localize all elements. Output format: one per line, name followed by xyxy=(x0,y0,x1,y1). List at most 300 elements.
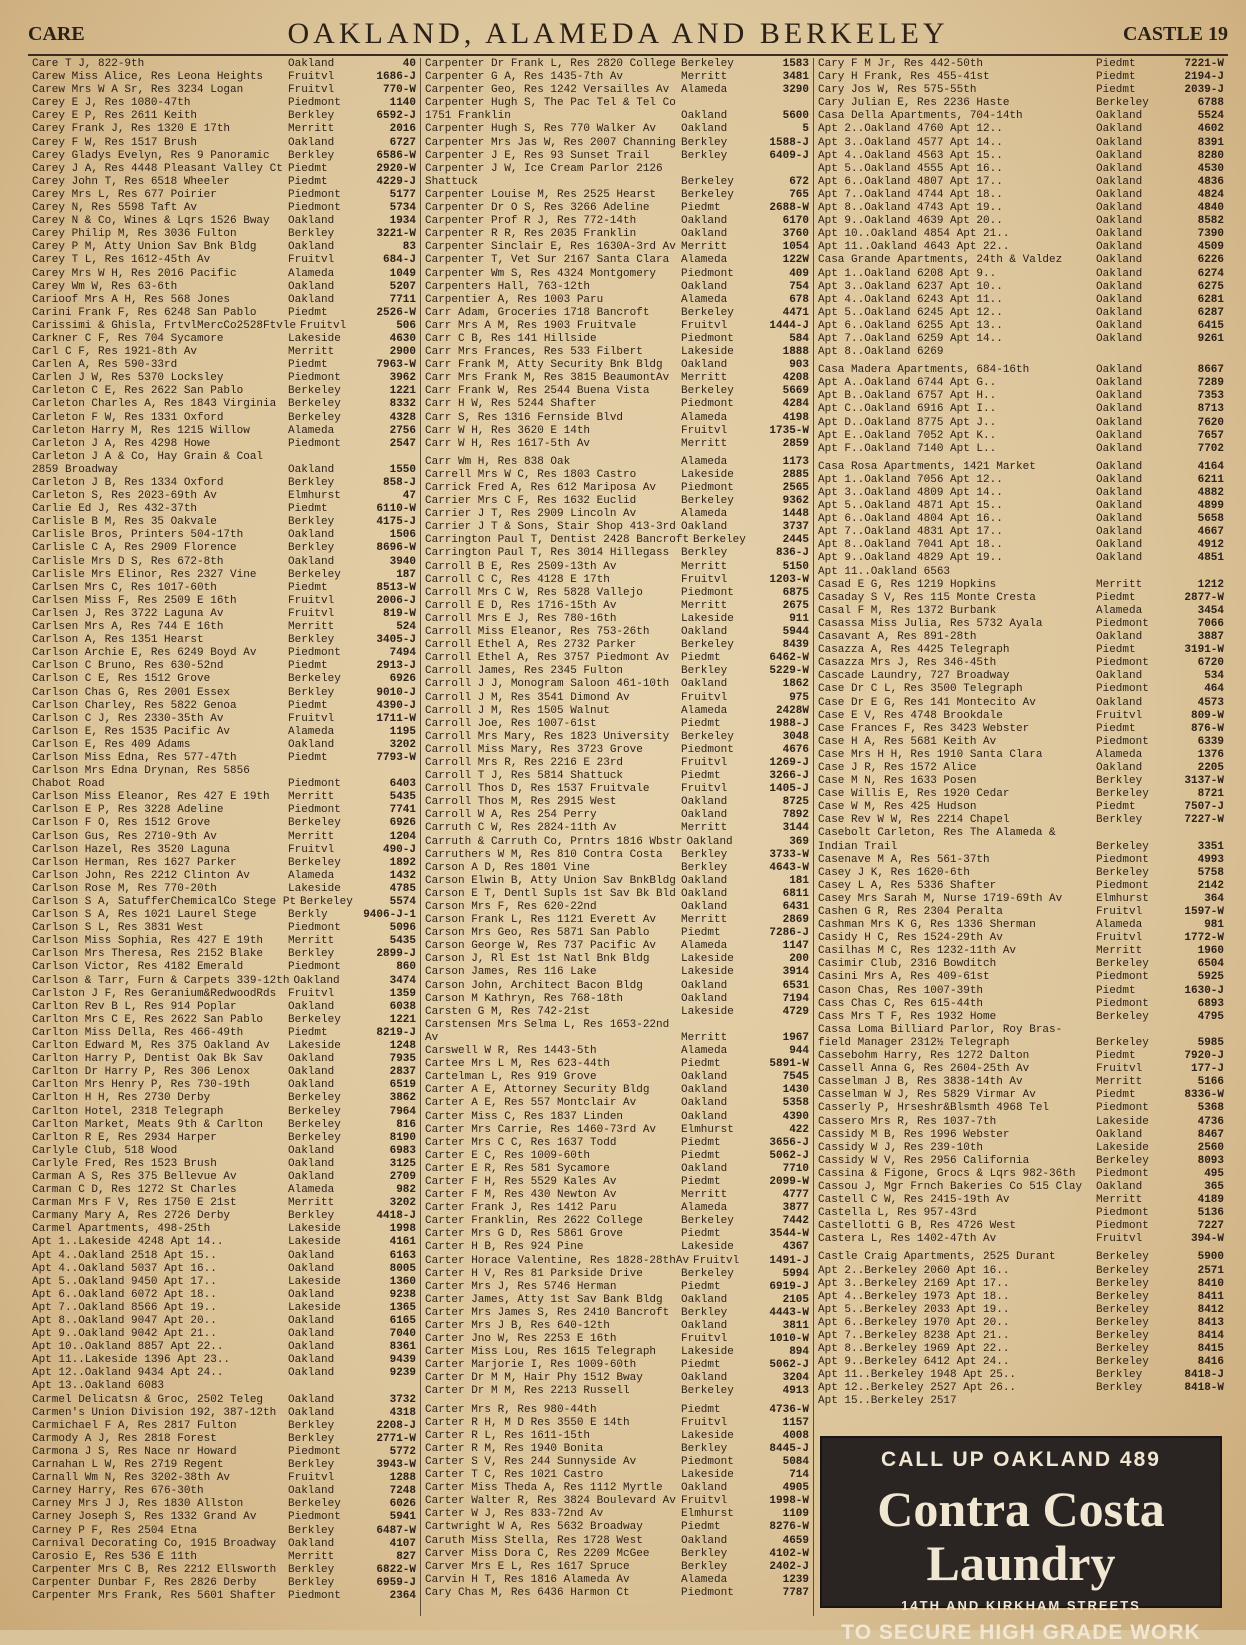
listing-exchange: Piedmt xyxy=(288,660,328,673)
listing-row xyxy=(818,137,1224,150)
listing-exchange: Oakland xyxy=(288,1393,335,1406)
ad-line-3: 14TH AND KIRKHAM STREETS xyxy=(901,1598,1141,1613)
listing-name: Cartelman L, Res 919 Grove xyxy=(425,1071,597,1084)
listing-name: Carpenter Mrs Jas W, Res 2007 Channing xyxy=(425,136,676,149)
listing-row xyxy=(818,320,1224,333)
listing-exchange: Oakland xyxy=(288,463,335,476)
listing-number: 4175-J xyxy=(376,516,416,529)
listing-row xyxy=(32,687,416,700)
listing-number: 8190 xyxy=(389,1131,416,1144)
listing-exchange: Oakland xyxy=(1096,390,1143,403)
listing-row xyxy=(818,500,1224,513)
listing-name: Carroll James, Res 2345 Fulton xyxy=(425,665,624,678)
listing-name: Castle Craig Apartments, 2525 Durant xyxy=(818,1251,1056,1264)
listing-name: Carlson Miss Edna, Res 577-47th xyxy=(32,751,237,764)
listing-name: Apt 7..Oakland 8566 Apt 19.. xyxy=(32,1301,217,1314)
listing-row xyxy=(425,71,809,84)
listing-name: Cassidy M B, Res 1996 Webster xyxy=(818,1128,1010,1141)
listing-exchange: Oakland xyxy=(288,1485,335,1498)
listing-name: Carnahan L W, Res 2719 Regent xyxy=(32,1459,224,1472)
listing-row xyxy=(32,975,416,988)
listing-name: Casserly P, Hrseshr&Blsmth 4968 Tel xyxy=(818,1102,1050,1115)
listing-number: 5941 xyxy=(389,1511,416,1524)
listing-name: Carman A S, Res 375 Bellevue Av xyxy=(32,1170,237,1183)
listing-row xyxy=(425,1111,809,1124)
listing-name: Carter R H, M D Res 3550 E 14th xyxy=(425,1416,630,1429)
listing-number: 6274 xyxy=(1197,267,1224,280)
listing-number: 369 xyxy=(789,835,809,848)
listing-name: Carlson F O, Res 1512 Grove xyxy=(32,817,211,830)
listing-row xyxy=(818,618,1224,631)
listing-number: 4602 xyxy=(1197,123,1224,136)
listing-number: 7507-J xyxy=(1184,801,1224,814)
listing-name: Carey Philip M, Res 3036 Fulton xyxy=(32,228,237,241)
listing-exchange: Merritt xyxy=(1096,578,1143,591)
listing-number: 7248 xyxy=(389,1485,416,1498)
listing-exchange: Berkley xyxy=(681,665,728,678)
listing-row xyxy=(818,1330,1224,1343)
listing-row xyxy=(425,1084,809,1097)
listing-exchange xyxy=(677,163,751,176)
listing-number: 7963-W xyxy=(376,359,416,372)
listing-row xyxy=(32,1171,416,1184)
listing-exchange: Piedmont xyxy=(288,922,341,935)
listing-exchange: Piedmont xyxy=(681,398,734,411)
listing-exchange: Oakland xyxy=(288,1157,335,1170)
listing-exchange: Berkley xyxy=(681,1306,728,1319)
listing-exchange: Piedmont xyxy=(1096,735,1149,748)
listing-name: Case E V, Res 4748 Brookdale xyxy=(818,709,1003,722)
listing-number: 5524 xyxy=(1197,110,1224,123)
listing-name: Carter Mrs R, Res 980-44th xyxy=(425,1403,597,1416)
listing-number: 982 xyxy=(396,1184,416,1197)
listing-exchange: Fruitvl xyxy=(681,1495,728,1508)
listing-number: 1960 xyxy=(1197,945,1224,958)
listing-row xyxy=(818,539,1224,552)
listing-name: Av xyxy=(425,1031,439,1044)
listing-exchange: Oakland xyxy=(1096,110,1143,123)
listing-row xyxy=(425,521,809,534)
listing-row xyxy=(425,1320,809,1333)
listing-row xyxy=(425,678,809,691)
listing-number: 6211 xyxy=(1197,473,1224,486)
listing-row xyxy=(32,1066,416,1079)
listing-exchange xyxy=(284,1380,358,1393)
listing-row xyxy=(818,1207,1224,1220)
listing-row xyxy=(818,1343,1224,1356)
listing-exchange xyxy=(1092,566,1166,579)
listing-row xyxy=(425,836,809,849)
listing-exchange: Merritt xyxy=(1096,1194,1143,1207)
listing-row xyxy=(32,556,416,569)
listing-name: Carney Mrs J J, Res 1830 Allston xyxy=(32,1498,244,1511)
listing-exchange: Berkeley xyxy=(681,1385,734,1398)
listing-name: Carter Dr M M, Res 2213 Russell xyxy=(425,1385,630,1398)
listing-name: Carr Mrs Frank M, Res 3815 BeaumontAv xyxy=(425,372,670,385)
listing-row xyxy=(425,495,809,508)
listing-name: Carter H B, Res 924 Pine xyxy=(425,1241,584,1254)
listing-exchange: Lakeside xyxy=(288,1275,341,1288)
listing-row xyxy=(32,1014,416,1027)
header-title: OAKLAND, ALAMEDA AND BERKELEY xyxy=(287,17,949,50)
listing-name: Apt 1..Oakland 6208 Apt 9.. xyxy=(818,267,997,280)
listing-exchange: Berkley xyxy=(1096,1382,1143,1395)
listing-row xyxy=(32,346,416,359)
listing-exchange: Piedmt xyxy=(288,1026,328,1039)
listing-exchange: Oakland xyxy=(288,1249,335,1262)
listing-name: Carlton Miss Della, Res 466-49th xyxy=(32,1026,244,1039)
listing-exchange: Berkeley xyxy=(681,58,734,70)
listing-name: Casey L A, Res 5336 Shafter xyxy=(818,879,997,892)
listing-exchange: Oakland xyxy=(681,280,728,293)
listing-exchange: Oakland xyxy=(1096,761,1143,774)
listing-number: 2688-W xyxy=(769,202,809,215)
listing-number: 5985 xyxy=(1197,1036,1224,1049)
listing-name: Carlson Mrs Theresa, Res 2152 Blake xyxy=(32,948,264,961)
listing-number: 2675 xyxy=(782,599,809,612)
listing-row xyxy=(818,417,1224,430)
listing-number: 3760 xyxy=(782,228,809,241)
listing-row xyxy=(32,1551,416,1564)
listing-row xyxy=(818,710,1224,723)
listing-number: 1597-W xyxy=(1184,906,1224,918)
listing-row xyxy=(32,477,416,490)
listing-name: Carey Wm W, Res 63-6th xyxy=(32,280,178,293)
listing-name: Case M N, Res 1633 Posen xyxy=(818,775,977,788)
listing-number: 911 xyxy=(789,612,809,625)
listing-number: 4736-W xyxy=(769,1403,809,1416)
listing-name: Carter Miss Lou, Res 1615 Telegraph xyxy=(425,1346,657,1359)
listing-name: Cass Chas C, Res 615-44th xyxy=(818,997,984,1010)
listing-number: 5734 xyxy=(389,202,416,215)
listing-exchange: Berkley xyxy=(288,110,335,123)
listing-name: Carpenter Dunbar F, Res 2826 Derby xyxy=(32,1576,257,1589)
listing-number: 8336-W xyxy=(1184,1089,1224,1102)
listing-exchange: Oakland xyxy=(681,1071,728,1084)
listing-row xyxy=(818,281,1224,294)
listing-number: 3202 xyxy=(389,1197,416,1210)
listing-exchange: Berkeley xyxy=(681,188,734,201)
listing-number: 3144 xyxy=(782,822,809,835)
listing-row xyxy=(425,372,809,385)
listing-number: 2709 xyxy=(389,1170,416,1183)
listing-exchange: Oakland xyxy=(288,293,335,306)
listing-name: Carter A E, Attorney Security Bldg xyxy=(425,1084,650,1097)
listing-number: 6959-J xyxy=(376,1576,416,1589)
listing-row xyxy=(818,906,1224,919)
listing-name: Casad E G, Res 1219 Hopkins xyxy=(818,578,997,591)
listing-number: 5096 xyxy=(389,922,416,935)
listing-exchange: Piedmt xyxy=(681,202,721,215)
listing-exchange: Berkley xyxy=(681,149,728,162)
listing-name: Carroll Joe, Res 1007-61st xyxy=(425,717,597,730)
listing-exchange: Oakland xyxy=(288,1262,335,1275)
listing-row xyxy=(818,697,1224,710)
listing-number: 672 xyxy=(789,175,809,188)
listing-row xyxy=(425,307,809,320)
listing-number: 4107 xyxy=(389,1537,416,1550)
listing-number: 4418-J xyxy=(376,1210,416,1223)
listing-name: Apt 8..Oakland 4743 Apt 19.. xyxy=(818,202,1003,215)
listing-exchange: Oakland xyxy=(681,228,728,241)
listing-name: Carter Frank J, Res 1412 Paru xyxy=(425,1202,617,1215)
listing-exchange: Oakland xyxy=(1096,1128,1143,1141)
listing-row xyxy=(425,1058,809,1071)
listing-exchange xyxy=(284,765,358,778)
listing-exchange: Piedmont xyxy=(288,202,341,215)
listing-number: 1212 xyxy=(1197,578,1224,591)
listing-exchange: Oakland xyxy=(1096,460,1143,473)
listing-number: 6110-W xyxy=(376,503,416,516)
listing-row xyxy=(818,97,1224,110)
listing-number: 1140 xyxy=(389,97,416,110)
listing-exchange: Oakland xyxy=(681,1084,728,1097)
listing-number: 1998 xyxy=(389,1223,416,1236)
listing-name: Case H A, Res 5681 Keith Av xyxy=(818,735,997,748)
listing-name: Carlson Mrs Edna Drynan, Res 5856 xyxy=(32,765,250,778)
listing-name: Carlsen Miss F, Res 2509 E 16th xyxy=(32,594,237,607)
listing-exchange: Fruitvl xyxy=(288,843,335,856)
listing-exchange: Berkley xyxy=(1096,775,1143,788)
listing-row xyxy=(32,254,416,267)
listing-row xyxy=(818,945,1224,958)
listing-name: Apt 4..Oakland 6243 Apt 11.. xyxy=(818,293,1003,306)
listing-name: Carlsen Mrs A, Res 744 E 16th xyxy=(32,621,224,634)
listing-name: Carr W H, Res 3620 E 14th xyxy=(425,424,591,437)
listing-row xyxy=(425,482,809,495)
listing-exchange: Lakeside xyxy=(288,1236,341,1249)
listing-number: 1430 xyxy=(782,1084,809,1097)
listing-name: Carter R M, Res 1940 Bonita xyxy=(425,1442,604,1455)
listing-name: Apt 11..Lakeside 1396 Apt 23.. xyxy=(32,1354,231,1367)
listing-name: Carroll J M, Res 3541 Dimond Av xyxy=(425,691,630,704)
listing-name: Cascade Laundry, 727 Broadway xyxy=(818,670,1010,683)
listing-number: 8410 xyxy=(1197,1277,1224,1290)
listing-name: Carleton F W, Res 1331 Oxford xyxy=(32,411,224,424)
listing-number: 6163 xyxy=(389,1249,416,1262)
listing-exchange: Oakland xyxy=(1096,377,1143,390)
listing-exchange: Piedmont xyxy=(288,1589,341,1602)
listing-exchange: Alameda xyxy=(288,1184,335,1197)
listing-row xyxy=(32,398,416,411)
listing-exchange: Oakland xyxy=(681,1372,728,1385)
listing-number: 4008 xyxy=(782,1429,809,1442)
listing-exchange: Berkley xyxy=(681,1547,728,1560)
listing-name: Carlson Charley, Res 5822 Genoa xyxy=(32,699,237,712)
listing-number: 2756 xyxy=(389,424,416,437)
listing-number: 2913-J xyxy=(376,660,416,673)
listing-name: Carlton Market, Meats 9th & Carlton xyxy=(32,1118,264,1131)
listing-number: 40 xyxy=(402,58,416,70)
column-3 xyxy=(814,58,1228,1644)
listing-number: 1550 xyxy=(389,463,416,476)
listing-number: 4795 xyxy=(1197,1010,1224,1023)
listing-name: Carleton Charles A, Res 1843 Virginia xyxy=(32,398,277,411)
listing-name: Apt 13..Oakland 6083 xyxy=(32,1380,165,1393)
listing-name: Apt 7..Berkeley 8238 Apt 21.. xyxy=(818,1330,1010,1342)
listing-number: 584 xyxy=(789,332,809,345)
listing-number: 4390-J xyxy=(376,699,416,712)
listing-exchange: Fruitvl xyxy=(681,1416,728,1429)
listing-name: Carlton H H, Res 2730 Derby xyxy=(32,1092,211,1105)
listing-row xyxy=(818,1037,1224,1050)
listing-exchange: Oakland xyxy=(681,901,728,913)
listing-name: Carey John T, Res 6518 Wheeler xyxy=(32,175,231,188)
listing-name: Carlson Hazel, Res 3520 Laguna xyxy=(32,843,231,856)
listing-exchange: Lakeside xyxy=(681,1346,734,1359)
listing-name: Carlisle C A, Res 2909 Florence xyxy=(32,542,237,555)
listing-row xyxy=(425,1189,809,1202)
listing-name: Carpenter Dr Frank L, Res 2820 College xyxy=(425,58,676,70)
listing-number: 6165 xyxy=(389,1315,416,1327)
listing-row xyxy=(818,333,1224,346)
laundry-advertisement xyxy=(820,1436,1222,1644)
listing-name: Cass Mrs T F, Res 1932 Home xyxy=(818,1010,997,1023)
listing-exchange: Fruitvl xyxy=(1096,1233,1143,1246)
listing-exchange: Oakland xyxy=(1096,319,1143,332)
listing-name: Casa Madera Apartments, 684-16th xyxy=(818,364,1030,377)
listing-number: 5772 xyxy=(389,1445,416,1458)
listing-name: Carnall Wm N, Res 3202-38th Av xyxy=(32,1472,231,1485)
listing-name: Carruth C W, Res 2824-11th Av xyxy=(425,822,617,835)
listing-number: 1010-W xyxy=(769,1333,809,1346)
listing-exchange: Piedmt xyxy=(1096,644,1136,657)
listing-name: Carver Miss Dora C, Res 2209 McGee xyxy=(425,1547,650,1560)
listing-exchange: Oakland xyxy=(681,874,728,887)
listing-row xyxy=(425,1163,809,1176)
listing-name: Carlson S A, Res 1021 Laurel Stege xyxy=(32,909,257,922)
listing-exchange xyxy=(1092,1024,1166,1037)
listing-row xyxy=(32,320,416,333)
listing-row xyxy=(425,1359,809,1372)
listing-number: 7787 xyxy=(782,1586,809,1599)
listing-number: 8513-W xyxy=(376,581,416,594)
listing-row xyxy=(425,1385,809,1398)
listing-row xyxy=(818,1194,1224,1207)
listing-number: 6875 xyxy=(782,586,809,599)
listing-row xyxy=(32,1276,416,1289)
listing-row xyxy=(32,1564,416,1577)
listing-number: 770-W xyxy=(382,84,416,97)
listing-exchange: Fruitvl xyxy=(1096,709,1143,722)
listing-number: 4836 xyxy=(1197,175,1224,188)
listing-row xyxy=(425,914,809,927)
listing-exchange: Oakland xyxy=(1096,429,1143,442)
listing-number: 8418-J xyxy=(1184,1369,1224,1382)
listing-exchange: Berkeley xyxy=(1096,1356,1149,1369)
listing-number: 3191-W xyxy=(1184,644,1224,657)
listing-exchange: Alameda xyxy=(681,411,728,424)
listing-name: Carson Frank L, Res 1121 Everett Av xyxy=(425,914,657,927)
listing-number: 8713 xyxy=(1197,403,1224,416)
listing-row xyxy=(32,412,416,425)
listing-row xyxy=(818,723,1224,736)
listing-exchange: Berkley xyxy=(681,861,728,874)
listing-row xyxy=(425,1241,809,1254)
listing-row xyxy=(818,841,1224,854)
listing-number: 5994 xyxy=(782,1267,809,1280)
listing-row xyxy=(425,1255,809,1268)
listing-row xyxy=(32,1053,416,1066)
listing-row xyxy=(425,110,809,123)
listing-row xyxy=(425,901,809,914)
listing-name: Carpenter Dr O S, Res 3266 Adeline xyxy=(425,202,650,215)
listing-exchange: Berkley xyxy=(288,516,335,529)
listing-name: Carey Mrs L, Res 677 Poirier xyxy=(32,188,217,201)
listing-name: Carew Miss Alice, Res Leona Heights xyxy=(32,71,264,84)
listing-exchange: Merritt xyxy=(288,346,335,359)
listing-exchange: Berkeley xyxy=(288,1013,341,1026)
listing-number: 6462-W xyxy=(769,652,809,665)
listing-number: 7289 xyxy=(1197,377,1224,390)
listing-name: Carter Mrs James S, Res 2410 Bancroft xyxy=(425,1306,670,1319)
listing-exchange: Piedmont xyxy=(288,1445,341,1458)
listing-name: Carter T C, Res 1021 Castro xyxy=(425,1469,604,1482)
listing-row xyxy=(425,1097,809,1110)
listing-row xyxy=(32,831,416,844)
listing-exchange: Berkley xyxy=(681,1560,728,1573)
listing-name: Cassell Anna G, Res 2604-25th Av xyxy=(818,1063,1030,1076)
listing-number: 4208 xyxy=(782,372,809,385)
listing-row xyxy=(818,1168,1224,1181)
listing-number: 8412 xyxy=(1197,1303,1224,1316)
listing-name: Carstensen Mrs Selma L, Res 1653-22nd xyxy=(425,1018,670,1031)
listing-exchange: Oakland xyxy=(288,1341,335,1354)
listing-number: 4573 xyxy=(1197,696,1224,709)
listing-name: Carson J, Rl Est 1st Natl Bnk Bldg xyxy=(425,953,650,966)
header-right: CASTLE 19 xyxy=(1122,22,1228,45)
listing-exchange: Berkley xyxy=(288,1459,335,1472)
listing-row xyxy=(425,600,809,613)
listing-number: 5574 xyxy=(389,896,416,908)
listing-number: 5062-J xyxy=(769,1359,809,1372)
listing-exchange: Piedmt xyxy=(288,359,328,372)
listing-number: 765 xyxy=(789,188,809,201)
listing-name: Carpenter T, Vet Sur 2167 Santa Clara xyxy=(425,254,670,267)
listing-number: 2205 xyxy=(1197,761,1224,774)
listing-row xyxy=(425,469,809,482)
listing-row xyxy=(32,1132,416,1145)
listing-number: 4676 xyxy=(782,743,809,756)
listing-row xyxy=(425,1482,809,1495)
listing-name: Carroll J J, Monogram Saloon 461-10th xyxy=(425,678,670,691)
listing-row xyxy=(425,84,809,97)
listing-exchange: Oakland xyxy=(1096,500,1143,513)
listing-row xyxy=(425,123,809,136)
listing-number: 4993 xyxy=(1197,853,1224,866)
listing-exchange: Piedmont xyxy=(1096,997,1149,1010)
listing-row xyxy=(818,307,1224,320)
listing-number: 4102-W xyxy=(769,1547,809,1560)
listing-number: 2016 xyxy=(389,123,416,136)
listing-name: Carpenter Hugh S, Res 770 Walker Av xyxy=(425,123,657,136)
listing-name: Carroll Ethel A, Res 2732 Parker xyxy=(425,639,637,652)
listing-row xyxy=(425,1045,809,1058)
listing-number: 1686-J xyxy=(376,71,416,84)
listing-exchange: Piedmt xyxy=(681,1403,721,1416)
listing-name: Cason Chas, Res 1007-39th xyxy=(818,984,984,997)
listing-number: 1109 xyxy=(782,1508,809,1521)
listing-name: Carlsen Mrs C, Res 1017-60th xyxy=(32,581,217,594)
listing-number: 8418-W xyxy=(1184,1382,1224,1395)
listing-row xyxy=(425,1294,809,1307)
listing-row xyxy=(425,412,809,425)
listing-number: 6504 xyxy=(1197,958,1224,971)
listing-name: Carlson John, Res 2212 Clinton Av xyxy=(32,869,250,882)
listing-row xyxy=(32,1119,416,1132)
listing-name: Carleton S, Res 2023-69th Av xyxy=(32,490,217,503)
listing-name: Carroll Mrs R, Res 2216 E 23rd xyxy=(425,756,624,769)
